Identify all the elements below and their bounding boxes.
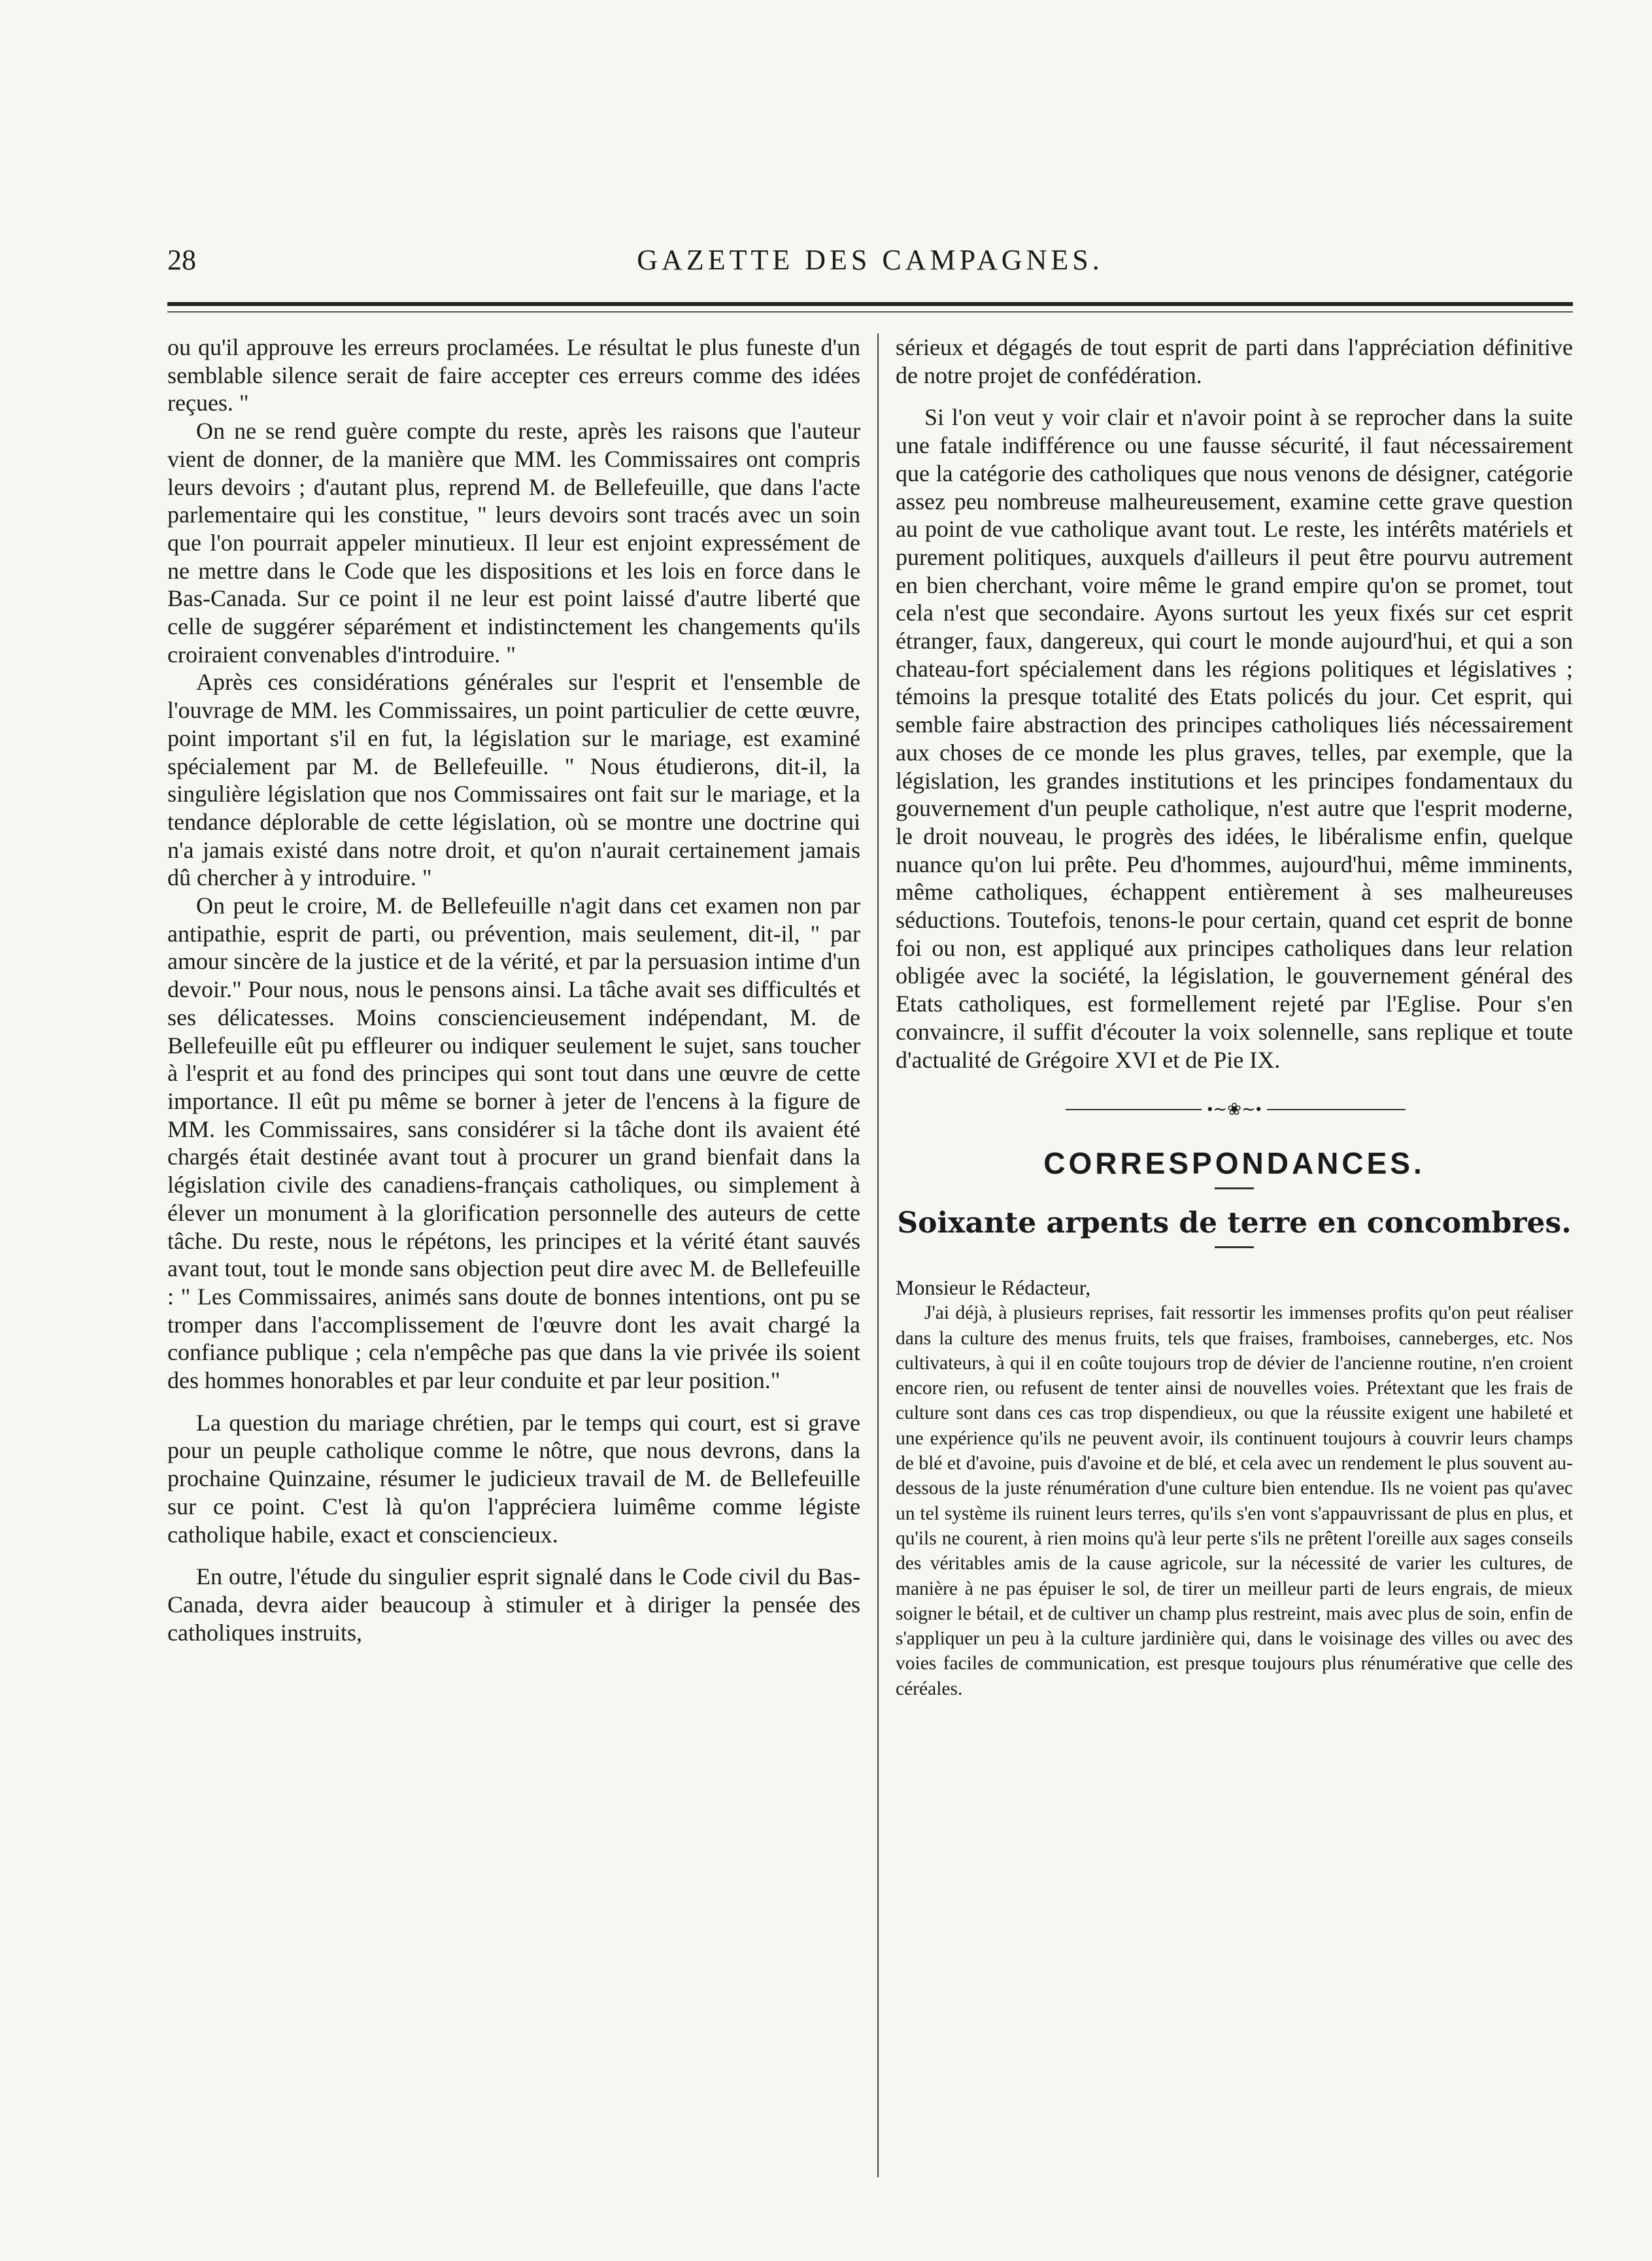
header-rule xyxy=(167,302,1573,306)
paragraph: sérieux et dégagés de tout esprit de parti dans l'appréciation définitive de notre projet de confédération. xyxy=(896,334,1573,388)
newspaper-title: GAZETTE DES CAMPAGNES. xyxy=(637,244,1104,276)
paragraph: La question du mariage chrétien, par le temps qui court, est si grave pour un peuple catholique comme le nôtre, que nous devrons, dans la prochaine Quinzaine, résumer le judicieux travail de M. de Bellefeuille sur ce point. C'est là qu'on l'appréciera luimême comme légiste catholique habile, exact et consciencieux. xyxy=(167,1409,860,1548)
column-separator xyxy=(877,333,879,2177)
paragraph: On ne se rend guère compte du reste, après les raisons que l'auteur vient de donner, de la manière que MM. les Commissaires ont compris leurs devoirs ; d'autant plus, reprend M. de Bellefeuille, que dans l'acte parlementaire qui les constitue, " leurs devoirs sont tracés avec un soin que l'on pourrait appeler minutieux. Il leur est enjoint expressément de ne mettre dans le Code que les dispositions et les lois en force dans le Bas-Canada. Sur ce point il ne leur est point laissé d'autre liberté que celle de suggérer séparément et indistinctement les changements qu'ils croiraient convenables d'introduire. " xyxy=(167,418,860,668)
section-title: CORRESPONDANCES. xyxy=(1043,1146,1425,1181)
page-number: 28 xyxy=(167,244,196,276)
right-column xyxy=(896,333,1573,1701)
running-header xyxy=(167,243,1573,282)
letter-salutation: Monsieur le Rédacteur, xyxy=(896,1276,1091,1300)
letter-body xyxy=(896,1300,1573,1701)
paragraph: Si l'on veut y voir clair et n'avoir point à se reprocher dans la suite une fatale indifférence ou une fausse sécurité, il faut nécessairement que la catégorie des catholiques que nous venons de désigner, catégorie assez peu nombreuse malheureusement, examine cette grave question au point de vue catholique avant tout. Le reste, les intérêts matériels et purement politiques, auxquels d'ailleurs il peut être pourvu autrement en bien cherchant, voire même le grand empire qu'on se promet, tout cela n'est que secondaire. Ayons surtout les yeux fixés sur cet esprit étranger, faux, dangereux, qui court le monde aujourd'hui, et qui a son chateau-fort spécialement dans les régions politiques et législatives ; témoins la presque totalité des Etats policés du jour. Cet esprit, qui semble faire abstraction des principes catholiques liés nécessairement aux choses de ce monde les plus graves, telles, par exemple, que la législation, les grandes institutions et les principes fondamentaux du gouvernement d'un peuple catholique, n'est autre que l'esprit moderne, le droit nouveau, le progrès des idées, le libéralisme enfin, quelque nuance qu'on lui prête. Peu d'hommes, aujourd'hui, même imminents, même catholiques, échappent entièrement à ses malheureuses séductions. Toutefois, tenons-le pour certain, quand cet esprit de bonne foi ou non, est appliqué aux principes catholiques dans leur relation obligée avec la société, la législation, le gouvernement général des Etats catholiques, est formellement rejeté par l'Eglise. Pour s'en convaincre, il suffit d'écouter la voix solennelle, sans replique et toute d'actualité de Grégoire XVI et de Pie IX. xyxy=(896,404,1573,1073)
title-divider xyxy=(1215,1187,1254,1189)
paragraph: On peut le croire, M. de Bellefeuille n'agit dans cet examen non par antipathie, esprit de parti, ou prévention, mais seulement, dit-il, " par amour sincère de la justice et de la vérité, et par la persuasion intime d'un devoir." Pour nous, nous le pensons ainsi. La tâche avait ses difficultés et ses délicatesses. Moins consciencieusement indépendant, M. de Bellefeuille eût pu effleurer ou indiquer seulement le sujet, sans toucher à l'esprit et au fond des principes qui sont tout dans une œuvre de cette importance. Il eût pu même se borner à jeter de l'encens à la figure de MM. les Commissaires, sans considérer si la tâche dont ils avaient été chargés était destinée avant tout à procurer un grand bienfait dans la législation civile des canadiens-français catholiques, ou simplement à élever un monument à la glorification personnelle des auteurs de cette tâche. Du reste, nous le répétons, les principes et la vérité étant sauvés avant tout, tout le monde sans objection peut dire avec M. de Bellefeuille : " Les Commissaires, animés sans doute de bonnes intentions, ont pu se tromper dans l'accomplissement de l'œuvre dont les avait chargé la confiance publique ; cela n'empêche pas que dans la vie privée ils soient des hommes honorables et par leur conduite et par leur position." xyxy=(167,892,860,1394)
header-rule-thin xyxy=(167,311,1573,313)
paragraph: ou qu'il approuve les erreurs proclamées. Le résultat le plus funeste d'un semblable silence serait de faire accepter ces erreurs comme des idées reçues. " xyxy=(167,334,860,416)
left-column xyxy=(167,333,860,1646)
flourish-icon: •∼❀∼• xyxy=(1202,1100,1267,1119)
title-divider xyxy=(1215,1246,1254,1248)
section-ornament xyxy=(896,1100,1573,1119)
paragraph: J'ai déjà, à plusieurs reprises, fait ressortir les immenses profits qu'on peut réaliser dans la culture des menus fruits, tels que fraises, framboises, canneberges, etc. Nos cultivateurs, à qui il en coûte toujours trop de dévier de l'ancienne routine, n'en croient encore rien, ou refusent de tenter ainsi de nouvelles voies. Prétextant que les frais de culture sont dans ces cas trop dispendieux, ou que la réussite exigent une habileté et une expérience qu'ils ne peuvent avoir, ils continuent toujours à couvrir leurs champs de blé et d'avoine, puis d'avoine et de blé, et cela avec un rendement le plus souvent au-dessous de la juste rénumération d'une culture bien entendue. Ils ne voient pas qu'avec un tel système ils ruinent leurs terres, qu'ils s'en vont s'appauvrissant de plus en plus, et qu'ils ne courent, à rien moins qu'à leur perte s'ils ne prêtent l'oreille aux sages conseils des véritables amis de la cause agricole, sur la nécessité de varier les cultures, de manière à ne pas épuiser le sol, de tirer un meilleur parti de leurs engrais, de mieux soigner le bétail, et de cultiver un champ plus restreint, mais avec plus de soin, enfin de s'appliquer un peu à la culture jardinière qui, dans le voisinage des villes ou avec des voies faciles de communication, est presque toujours plus rénumérative que celle des céréales. xyxy=(896,1302,1573,1699)
paragraph: Après ces considérations générales sur l'esprit et l'ensemble de l'ouvrage de MM. les Commissaires, un point particulier de cette œuvre, point important s'il en fut, la législation sur le mariage, est examiné spécialement par M. de Bellefeuille. " Nous étudierons, dit-il, la singulière législation que nos Commissaires ont fait sur le mariage, et la tendance déplorable de cette législation, où se montre une doctrine qui n'a jamais existé dans notre droit, et qu'on n'aurait certainement jamais dû chercher à y introduire. " xyxy=(167,669,860,891)
paragraph: En outre, l'étude du singulier esprit signalé dans le Code civil du Bas-Canada, devra aider beaucoup à stimuler et à diriger la pensée des catholiques instruits, xyxy=(167,1563,860,1646)
article-title: Soixante arpents de terre en concombres. xyxy=(897,1206,1572,1240)
